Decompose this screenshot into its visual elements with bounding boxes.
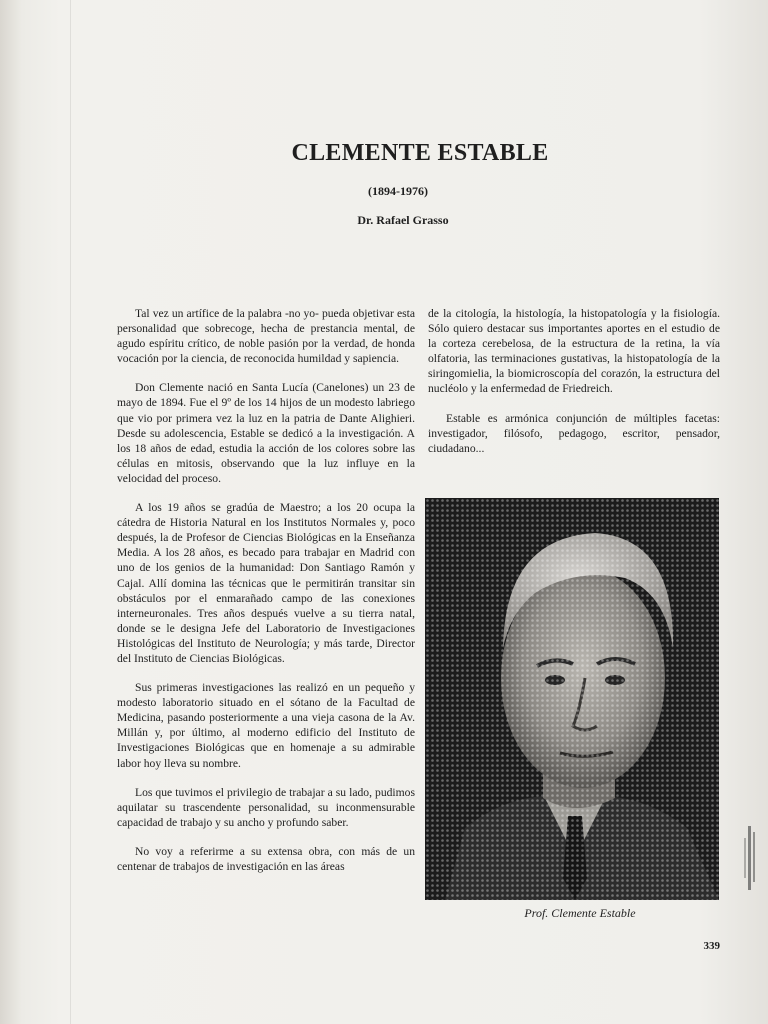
paragraph: Estable es armónica conjunción de múltiples facetas: investigador, filósofo, pedagogo, escritor, pensador, ciudadano... [428,411,720,455]
portrait-photo [425,498,719,900]
paragraph: Sus primeras investigaciones las realizó en un pequeño y modesto laboratorio situado en el sótano de la Facultad de Medicina, pasando posteriormente a una vieja casona de la Av. Millán y, por último, al moderno edificio del Instituto de Investigaciones Biológicas que en homenaje a su admirable labor hoy lleva su nombre. [117,681,415,770]
paragraph: Don Clemente nació en Santa Lucía (Canelones) un 23 de mayo de 1894. Fue el 9º de los 14 hijos de un modesto labriego que vio por primera vez la luz en la patria de Dante Alighieri. Desde su adolescencia, Estable se dedicó a la investigación. A los 18 años de edad, estudia la acción de los colores sobre las células en mitosis, observando que la luz influye en la velocidad del proceso. [117,381,415,485]
article-title: CLEMENTE ESTABLE [291,140,549,166]
page-number: 339 [703,940,720,952]
right-column [428,306,720,470]
paragraph: A los 19 años se gradúa de Maestro; a los 20 ocupa la cátedra de Historia Natural en los Institutos Normales y, poco después, la de Profesor de Ciencias Biológicas en la Enseñanza Media. A los 28 años, es becado para trabajar en Madrid con uno de los genios de la humanidad: Don Santiago Ramón y Cajal. Allí domina las técnicas que le permitirán transitar sin obstáculos por el enmarañado campo de las conexiones interneuronales. Tres años después vuelve a su tierra natal, donde se le designa Jefe del Laboratorio de Investigaciones Histológicas del Instituto de Neurología; y más tarde, Director del Instituto de Ciencias Biológicas. [117,501,415,665]
paragraph: Tal vez un artífice de la palabra -no yo- pueda objetivar esta personalidad que sobrecoge, hecha de prestancia mental, de agudo espíritu crítico, de noble pasión por la verdad, de honda vocación por la ciencia, de reconocida humildad y sapiencia. [117,307,415,366]
left-column [117,306,415,888]
portrait-illustration [425,498,719,900]
paragraph: No voy a referirme a su extensa obra, con más de un centenar de trabajos de investigación en las áreas [117,844,415,873]
paragraph: Los que tuvimos el privilegio de trabajar a su lado, pudimos aquilatar su trascendente personalidad, su inconmensurable capacidad de trabajo y su ancho y profundo saber. [117,785,415,829]
scan-margin-marks [740,826,762,890]
article-years: (1894-1976) [368,184,428,198]
photo-caption: Prof. Clemente Estable [524,906,636,920]
paragraph: de la citología, la histología, la histopatología y la fisiología. Sólo quiero destacar sus importantes aportes en el estudio de la corteza cerebelosa, de la estructura de la retina, la vía olfatoria, las terminaciones gustativas, la histopatología de la siringomielia, la biomicroscopía del corazón, la estructura del nucléolo y la enfermedad de Friedreich. [428,307,720,396]
article-author: Dr. Rafael Grasso [357,213,449,227]
